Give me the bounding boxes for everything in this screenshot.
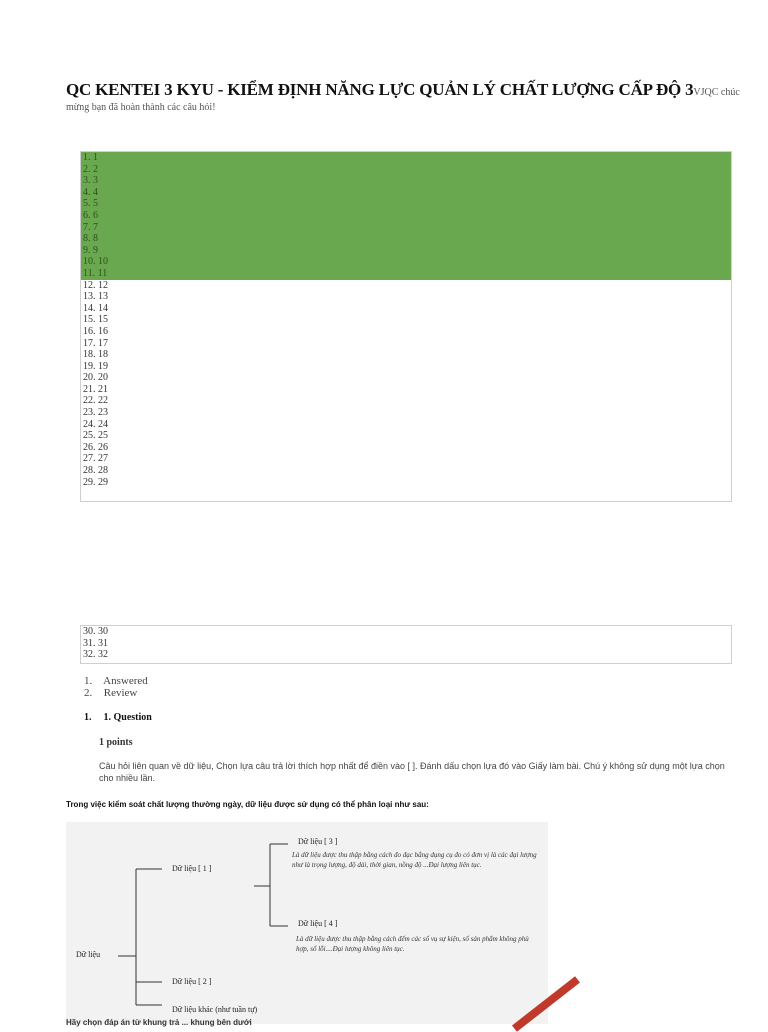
question-nav-label: 7 <box>93 221 98 233</box>
question-nav-item[interactable] <box>81 268 731 280</box>
question-nav-number: 28. <box>83 465 96 477</box>
question-nav-label: 25 <box>98 430 108 442</box>
question-nav-label: 18 <box>98 349 108 361</box>
question-nav-label: 24 <box>98 418 108 430</box>
question-nav-item[interactable] <box>81 395 731 407</box>
legend-label: Answered <box>103 675 148 687</box>
question-nav-number: 2. <box>83 163 91 175</box>
question-nav-label: 21 <box>98 383 108 395</box>
question-nav-label: 2 <box>93 163 98 175</box>
question-nav-label: 27 <box>98 453 108 465</box>
question-nav-number: 20. <box>83 372 96 384</box>
question-nav-item[interactable] <box>81 626 731 638</box>
question-nav-label: 14 <box>98 302 108 314</box>
question-nav-item[interactable] <box>81 291 731 303</box>
question-nav-number: 13. <box>83 291 96 303</box>
question-nav-item[interactable] <box>81 442 731 454</box>
diagram-branch-other: Dữ liệu khác (như tuần tự) <box>172 1005 258 1014</box>
title-suffix: VJQC chúc <box>693 87 740 98</box>
question-nav-item[interactable] <box>81 419 731 431</box>
question-nav-label: 22 <box>98 395 108 407</box>
question-nav-label: 10 <box>98 256 108 268</box>
question-nav-label: 30 <box>98 626 108 637</box>
diagram-branch-4-description: Là dữ liệu được thu thập bằng cách đếm các số vụ sự kiện, số sản phẩm không phù hợp, số lỗi....Đại lượng không liên tục. <box>296 935 529 953</box>
question-nav-label: 17 <box>98 337 108 349</box>
question-nav-label: 4 <box>93 186 98 198</box>
question-nav-number: 30. <box>83 626 96 637</box>
question-nav-number: 18. <box>83 349 96 361</box>
legend-answered <box>84 675 148 687</box>
diagram-branch-1: Dữ liệu [ 1 ] <box>172 864 212 873</box>
question-nav-number: 10. <box>83 256 96 268</box>
question-nav-label: 26 <box>98 441 108 453</box>
question-nav-item[interactable] <box>81 361 731 373</box>
question-nav-item[interactable] <box>81 280 731 292</box>
question-nav-item[interactable] <box>81 638 731 650</box>
question-nav-label: 32 <box>98 649 108 661</box>
question-nav-number: 29. <box>83 476 96 488</box>
question-nav-number: 21. <box>83 383 96 395</box>
question-nav-label: 16 <box>98 325 108 337</box>
question-text: Câu hỏi liên quan về dữ liệu, Chọn lựa câu trả lời thích hợp nhất để điền vào [ ]. Đánh dấu chọn lựa đó vào Giấy làm bài. Chú ý không sử dụng một lựa chọn cho nhiều lần. <box>99 761 725 783</box>
question-nav-item[interactable] <box>81 256 731 268</box>
question-nav-item[interactable] <box>81 384 731 396</box>
question-nav-item[interactable] <box>81 477 731 489</box>
question-nav-label: 31 <box>98 637 108 649</box>
legend-review <box>84 687 148 699</box>
question-nav-item[interactable] <box>81 233 731 245</box>
question-nav-number: 27. <box>83 453 96 465</box>
question-nav-label: 5 <box>93 198 98 210</box>
legend-label: Review <box>103 687 138 699</box>
question-nav-number: 32. <box>83 649 96 661</box>
question-nav-label: 9 <box>93 244 98 256</box>
question-nav-item[interactable] <box>81 187 731 199</box>
question-nav-item[interactable] <box>81 326 731 338</box>
question-nav-number: 16. <box>83 325 96 337</box>
question-nav-label: 8 <box>93 233 98 245</box>
question-nav-label: 19 <box>98 360 108 372</box>
question-nav-panel-continued <box>80 625 732 664</box>
question-nav-label: 6 <box>93 209 98 221</box>
question-list-number: 1. <box>84 712 92 723</box>
question-nav-item[interactable] <box>81 245 731 257</box>
question-nav-number: 31. <box>83 637 96 649</box>
question-nav-item[interactable] <box>81 372 731 384</box>
question-nav-label: 13 <box>98 291 108 303</box>
congratulation-text: mừng bạn đã hoàn thành các câu hỏi! <box>66 102 216 113</box>
question-nav-item[interactable] <box>81 314 731 326</box>
question-nav-number: 9. <box>83 244 91 256</box>
diagram-branch-4: Dữ liệu [ 4 ] <box>298 919 338 928</box>
diagram-branch-3-description: Là dữ liệu được thu thập bằng cách đo đạc bằng dụng cụ đo có đơn vị là các đại lượng như là trọng lượng, độ dài, thời gian, nồng độ ...Đại lượng liên tục. <box>292 851 537 869</box>
question-points: 1 points <box>99 737 133 748</box>
question-nav-number: 6. <box>83 209 91 221</box>
diagram-branch-3: Dữ liệu [ 3 ] <box>298 837 338 846</box>
question-nav-number: 22. <box>83 395 96 407</box>
question-nav-number: 15. <box>83 314 96 326</box>
question-nav-label: 20 <box>98 372 108 384</box>
question-nav-label: 29 <box>98 476 108 488</box>
question-nav-label: 15 <box>98 314 108 326</box>
question-nav-item[interactable] <box>81 152 731 164</box>
question-nav-item[interactable] <box>81 303 731 315</box>
question-nav-label: 28 <box>98 465 108 477</box>
question-title: 1. Question <box>103 712 152 723</box>
question-nav-number: 19. <box>83 360 96 372</box>
question-nav-label: 11 <box>97 267 108 279</box>
question-nav-number: 14. <box>83 302 96 314</box>
question-heading <box>84 712 152 723</box>
question-nav-label: 12 <box>98 279 108 291</box>
question-nav-number: 11. <box>83 267 96 279</box>
question-nav-number: 4. <box>83 186 91 198</box>
question-nav-item[interactable] <box>81 210 731 222</box>
data-classification-diagram <box>66 822 548 1024</box>
question-intro: Trong việc kiểm soát chất lượng thường ngày, dữ liệu được sử dụng có thể phân loại như sau: <box>66 800 429 809</box>
question-nav-number: 3. <box>83 175 91 187</box>
question-nav-item[interactable] <box>81 453 731 465</box>
question-nav-number: 23. <box>83 407 96 419</box>
question-nav-item[interactable] <box>81 349 731 361</box>
question-nav-label: 3 <box>93 175 98 187</box>
answer-instruction-cutoff: Hãy chọn đáp án từ khung trả ... khung bên dưới <box>66 1018 252 1027</box>
question-nav-item[interactable] <box>81 649 731 661</box>
question-nav-label: 1 <box>93 152 98 163</box>
question-nav-panel <box>80 151 732 502</box>
question-nav-number: 17. <box>83 337 96 349</box>
question-nav-number: 8. <box>83 233 91 245</box>
question-nav-item[interactable] <box>81 465 731 477</box>
question-nav-number: 7. <box>83 221 91 233</box>
question-nav-number: 1. <box>83 152 91 163</box>
question-nav-item[interactable] <box>81 407 731 419</box>
diagram-root-label: Dữ liệu <box>76 950 101 959</box>
page-header <box>66 80 742 113</box>
page-title: QC KENTEI 3 KYU - KIỂM ĐỊNH NĂNG LỰC QUẢN LÝ CHẤT LƯỢNG CẤP ĐỘ 3 <box>66 80 694 99</box>
question-nav-item[interactable] <box>81 175 731 187</box>
diagram-branch-2: Dữ liệu [ 2 ] <box>172 977 212 986</box>
question-nav-item[interactable] <box>81 198 731 210</box>
question-nav-item[interactable] <box>81 164 731 176</box>
question-nav-number: 26. <box>83 441 96 453</box>
question-nav-label: 23 <box>98 407 108 419</box>
question-nav-item[interactable] <box>81 338 731 350</box>
nav-legend <box>84 675 148 699</box>
legend-number: 1. <box>84 675 93 687</box>
question-nav-number: 24. <box>83 418 96 430</box>
question-nav-number: 5. <box>83 198 91 210</box>
question-nav-number: 25. <box>83 430 96 442</box>
question-nav-item[interactable] <box>81 222 731 234</box>
legend-number: 2. <box>84 687 93 699</box>
question-nav-number: 12. <box>83 279 96 291</box>
question-nav-item[interactable] <box>81 430 731 442</box>
